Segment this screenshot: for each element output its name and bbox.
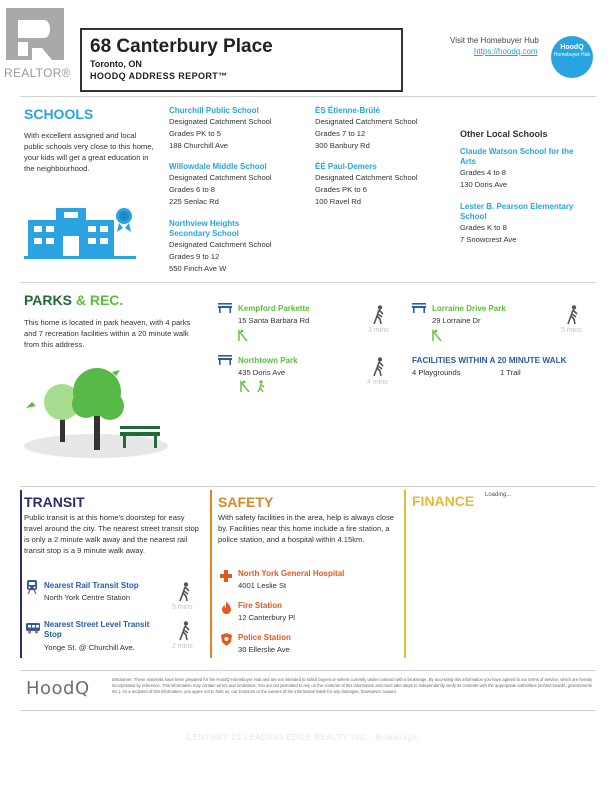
school-willowdale (169, 162, 309, 208)
divider (20, 282, 596, 283)
rail-stop-place: North York Centre Station (44, 593, 131, 602)
police-station-name[interactable]: Police Station (238, 633, 291, 642)
facilities-title: FACILITIES WITHIN A 20 MINUTE WALK (412, 356, 567, 365)
walking-person-icon (566, 305, 580, 325)
park-address: 29 Lorraine Dr (432, 316, 481, 325)
finance-bar (404, 490, 406, 658)
school-name[interactable]: Northview Heights Secondary School (169, 219, 240, 238)
school-building-illustration (24, 204, 136, 260)
school-name[interactable]: Claude Watson School for the Arts (460, 147, 574, 166)
school-name[interactable]: Lester B. Pearson Elementary School (460, 202, 574, 221)
divider (20, 710, 596, 711)
school-address: 100 Ravel Rd (315, 197, 362, 206)
realtor-wordmark: REALTOR® (4, 66, 71, 80)
address-city: Toronto, ON (90, 59, 142, 69)
walking-person-icon (178, 621, 192, 641)
school-type: Designated Catchment School (169, 117, 272, 126)
school-lester-pearson (460, 202, 590, 246)
report-label: HOODQ ADDRESS REPORT™ (90, 71, 228, 81)
police-station-address: 30 Ellerslie Ave (238, 645, 290, 654)
park-address: 15 Santa Barbara Rd (238, 316, 310, 325)
walking-person-icon (178, 582, 192, 602)
schools-intro: With excellent assigned and local public schools very close to this home, your kids will get a great education in the neighbourhood. (24, 131, 154, 173)
safety-intro: With safety facilities in the area, help is always close by. Facilities near this home include a fire station, a police station, and a hospital within 4.15km. (218, 513, 394, 544)
walking-person-icon (372, 305, 386, 325)
walk-time: 4 mins (367, 379, 388, 386)
school-churchill (169, 106, 309, 152)
school-address: 300 Banbury Rd (315, 141, 370, 150)
parks-title-b: & REC. (71, 292, 124, 308)
divider (20, 486, 596, 487)
playground-icon (432, 329, 442, 341)
hub-text: Visit the Homebuyer Hub (450, 36, 539, 45)
address-title: 68 Canterbury Place (90, 36, 273, 57)
school-grades: Grades PK to 5 (169, 129, 221, 138)
hospital-address: 4001 Leslie St (238, 581, 287, 590)
train-icon (26, 580, 38, 594)
finance-loading: Loading... (485, 492, 512, 498)
playground-icon (240, 380, 250, 392)
hoodq-logo: HoodQ (26, 678, 90, 699)
park-illustration (24, 362, 168, 458)
transit-title: TRANSIT (24, 494, 85, 510)
hospital-name[interactable]: North York General Hospital (238, 569, 345, 578)
park-bench-icon (218, 303, 232, 313)
school-northview (169, 219, 279, 275)
fire-station-name[interactable]: Fire Station (238, 601, 283, 610)
school-address: 225 Senlac Rd (169, 197, 219, 206)
disclaimer: Disclaimer: These materials have been prepared for the HoodQ Homebuyer Hub and are not intended to solicit buyers or sellers currently under contract with a brokerage. By accessing this information you have agreed to our terms of service, which are hereby incorporated by reference. This information may contain errors and omissions. You are not permitted to rely on the contents of this information and must take steps to independently verify its contents with the appropriate authorities (school boards, governments etc.). As a recipient of this information, you agree not to hold us, our licensors or the owners of the information liable for any damages, howsoever caused. (112, 677, 593, 694)
school-claude-watson (460, 147, 590, 191)
safety-title: SAFETY (218, 494, 274, 510)
school-grades: Grades PK to 6 (315, 185, 367, 194)
school-name[interactable]: ÉS Étienne-Brûlé (315, 106, 380, 115)
walk-time: 2 mins (172, 643, 193, 650)
park-bench-icon (412, 303, 426, 313)
school-name[interactable]: ÉÉ Paul-Demers (315, 162, 377, 171)
divider (20, 96, 596, 97)
walking-person-icon (372, 357, 386, 377)
walk-time: 5 mins (561, 327, 582, 334)
street-stop-title[interactable]: Nearest Street Level Transit Stop (44, 620, 150, 639)
school-grades: Grades 4 to 8 (460, 168, 507, 177)
hub-link[interactable]: https://hoodq.com (474, 47, 538, 56)
school-address: 7 Snowcrest Ave (460, 235, 517, 244)
divider (20, 670, 596, 671)
finance-title: FINANCE (412, 493, 475, 509)
walk-time: 9 mins (172, 604, 193, 611)
school-type: Designated Catchment School (169, 240, 272, 249)
park-address: 435 Doris Ave (238, 368, 286, 377)
school-address: 550 Finch Ave W (169, 264, 227, 273)
hospital-cross-icon (220, 570, 232, 582)
parks-title (24, 292, 123, 308)
school-address: 130 Doris Ave (460, 180, 508, 189)
hub-badge[interactable] (551, 36, 593, 78)
walk-time: 3 mins (368, 327, 389, 334)
school-grades: Grades 7 to 12 (315, 129, 366, 138)
transit-bar (20, 490, 22, 658)
parks-title-a: PARKS (24, 292, 72, 308)
trail-icon (256, 380, 266, 392)
fire-icon (221, 601, 232, 614)
school-type: Designated Catchment School (315, 173, 418, 182)
safety-bar (210, 490, 212, 658)
parks-intro: This home is located in park heaven, with 4 parks and 7 recreation facilities within a 20 minute walk from this address. (24, 318, 191, 349)
school-address: 188 Churchill Ave (169, 141, 228, 150)
brokerage-watermark: CENTURY 21 LEADING EDGE REALTY INC., Brokerage (186, 733, 418, 742)
facility-trail: 1 Trail (500, 368, 521, 377)
facility-playgrounds: 4 Playgrounds (412, 368, 461, 377)
school-type: Designated Catchment School (169, 173, 272, 182)
school-name[interactable]: Churchill Public School (169, 106, 259, 115)
park-bench-icon (218, 355, 232, 365)
school-grades: Grades 6 to 8 (169, 185, 216, 194)
school-grades: Grades K to 8 (460, 223, 507, 232)
schools-title: SCHOOLS (24, 106, 94, 122)
school-name[interactable]: Willowdale Middle School (169, 162, 267, 171)
police-badge-icon (221, 633, 232, 646)
street-stop-place: Yonge St. @ Churchill Ave. (44, 643, 135, 652)
park-lorraine-drive[interactable]: Lorraine Drive Park (432, 304, 506, 313)
playground-icon (238, 329, 248, 341)
school-type: Designated Catchment School (315, 117, 418, 126)
hub-badge-sub: Homebuyer Hub (553, 52, 591, 58)
bus-icon (26, 622, 40, 634)
other-schools-title: Other Local Schools (460, 129, 548, 139)
school-etienne-brule (315, 106, 455, 152)
park-northtown[interactable]: Northtown Park (238, 356, 298, 365)
hub-badge-title: HoodQ (560, 44, 584, 51)
transit-intro: Public transit is at this home's doorstep for easy travel around the city. The nearest street transit stop is only a 2 minute walk away and the nearest rail transit stop is a 9 minute walk away. (24, 513, 199, 555)
park-kempford[interactable]: Kempford Parkette (238, 304, 310, 313)
school-grades: Grades 9 to 12 (169, 252, 220, 261)
rail-stop-title[interactable]: Nearest Rail Transit Stop (44, 581, 139, 590)
school-paul-demers (315, 162, 455, 208)
fire-station-address: 12 Canterbury Pl (238, 613, 295, 622)
